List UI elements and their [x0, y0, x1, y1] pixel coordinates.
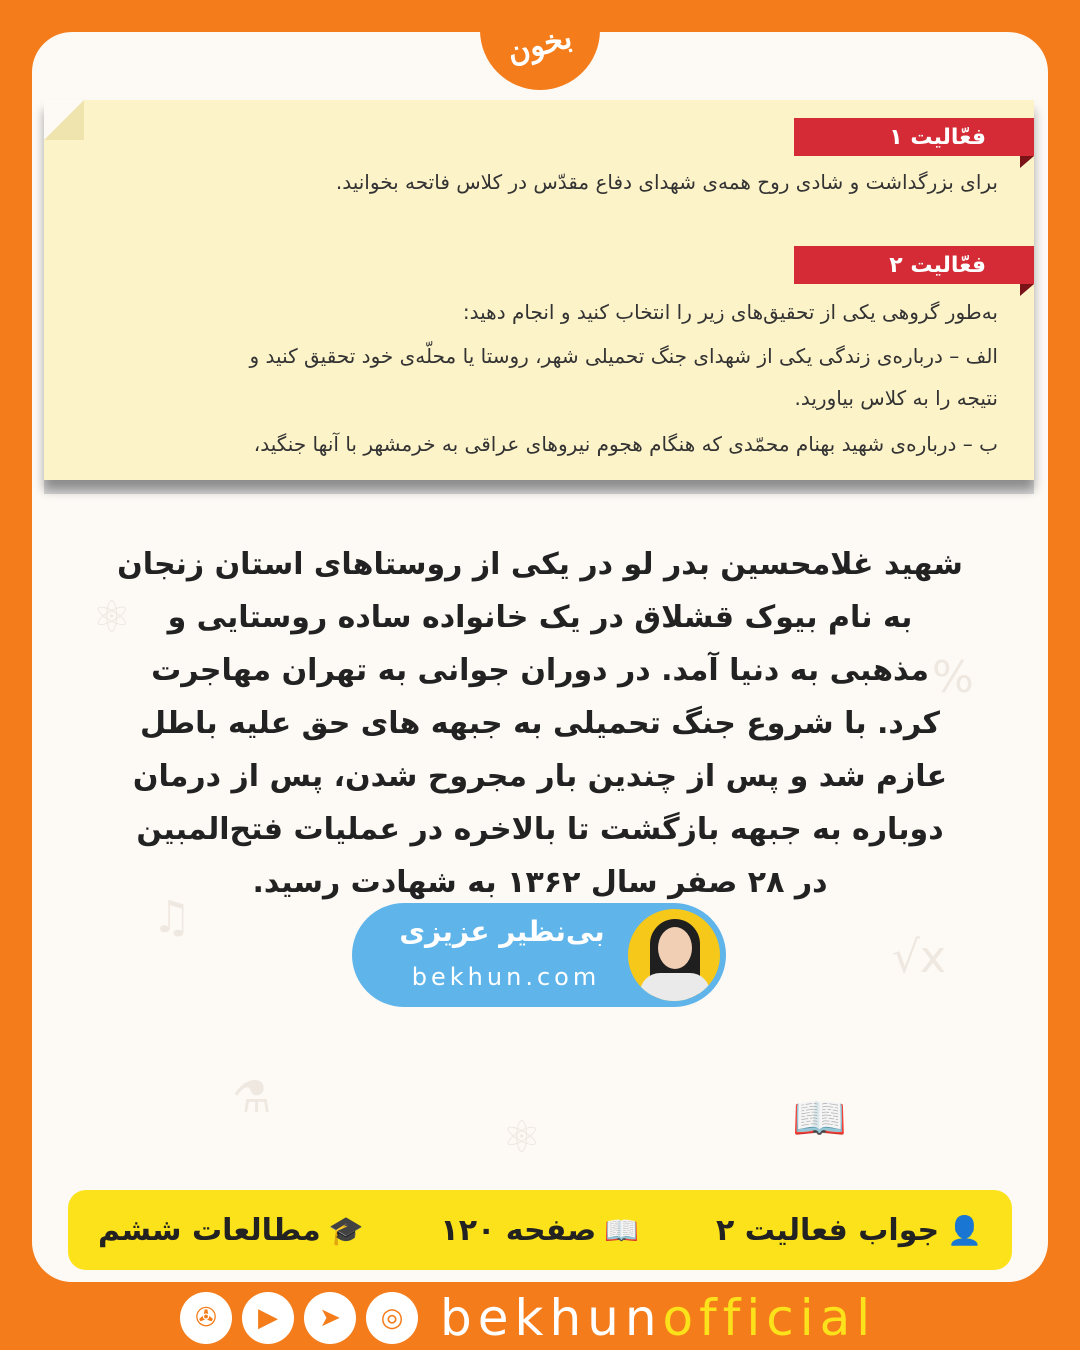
logo-text: بخون — [503, 19, 577, 71]
doodle-icon: ⚛ — [502, 1112, 542, 1163]
info-bar — [68, 1190, 1012, 1270]
answer-text: شهید غلامحسین بدر لو در یکی از روستاهای استان زنجان به نام بیوک قشلاق در یک خانواده ساده روستایی و مذهبی به دنیا آمد. در دوران جوانی به تهران مهاجرت کرد. با شروع جنگ تحمیلی به جبهه های حق علیه باطل عازم شد و پس از چندین بار مجروح شدن، پس از درمان دوباره به جبهه بازگشت تا بالاخره در عملیات فتح‌المبین در ۲۸ صفر سال ۱۳۶۲ به شهادت رسید. — [117, 547, 963, 900]
activity1-title: فعّالیت ۱ — [794, 118, 1034, 156]
author-name: بی‌نظیر عزیزی — [399, 915, 605, 948]
doodle-icon: ⚗ — [232, 1072, 272, 1123]
author-badge — [352, 903, 726, 1007]
doodle-icon: √x — [892, 932, 947, 983]
doodle-icon: ⚛ — [92, 592, 132, 643]
info-activity-label: جواب فعالیت ۲ — [715, 1212, 940, 1248]
activity2-title: فعّالیت ۲ — [794, 246, 1034, 284]
info-subject-label: مطالعات ششم — [98, 1212, 321, 1248]
page-fold — [44, 100, 84, 140]
info-activity — [716, 1213, 982, 1248]
doodle-icon: 📖 — [792, 1093, 847, 1144]
avatar — [628, 909, 720, 1001]
telegram-icon[interactable]: ➤ — [304, 1292, 356, 1344]
activity2-line1: به‌طور گروهی یکی از تحقیق‌های زیر را انتخاب کنید و انجام دهید: — [462, 300, 998, 324]
book-icon: 📖 — [604, 1213, 640, 1247]
info-subject — [98, 1213, 364, 1248]
activity2-line2: الف – درباره‌ی زندگی یکی از شهدای جنگ تحمیلی شهر، روستا یا محلّه‌ی خود تحقیق کنید و — [249, 344, 998, 368]
film-reel-icon[interactable]: ✇ — [180, 1292, 232, 1344]
info-page-label: صفحه ۱۲۰ — [440, 1212, 597, 1248]
graduation-cap-icon: 🎓 — [328, 1213, 364, 1247]
youtube-icon[interactable]: ▶ — [242, 1292, 294, 1344]
activity2-line3: نتیجه را به کلاس بیاورید. — [794, 386, 998, 410]
brand-part1: bekhun — [440, 1289, 663, 1347]
activity2-line4: ب – درباره‌ی شهید بهنام محمّدی که هنگام هجوم نیروهای عراقی به خرمشهر با آنها جنگید، — [253, 432, 998, 456]
author-site: bekhun.com — [411, 963, 601, 991]
doodle-icon: ♫ — [152, 892, 192, 943]
instagram-icon[interactable]: ◎ — [366, 1292, 418, 1344]
person-icon: 👤 — [947, 1213, 982, 1247]
brand-part2: official — [662, 1289, 877, 1347]
footer — [180, 1288, 876, 1348]
doodle-icon: % — [932, 652, 974, 703]
brand-handle[interactable] — [440, 1289, 876, 1347]
info-page — [440, 1213, 639, 1248]
activity1-text: برای بزرگداشت و شادی روح همه‌ی شهدای دفاع مقدّس در کلاس فاتحه بخوانید. — [335, 170, 998, 194]
textbook-excerpt — [44, 100, 1034, 480]
